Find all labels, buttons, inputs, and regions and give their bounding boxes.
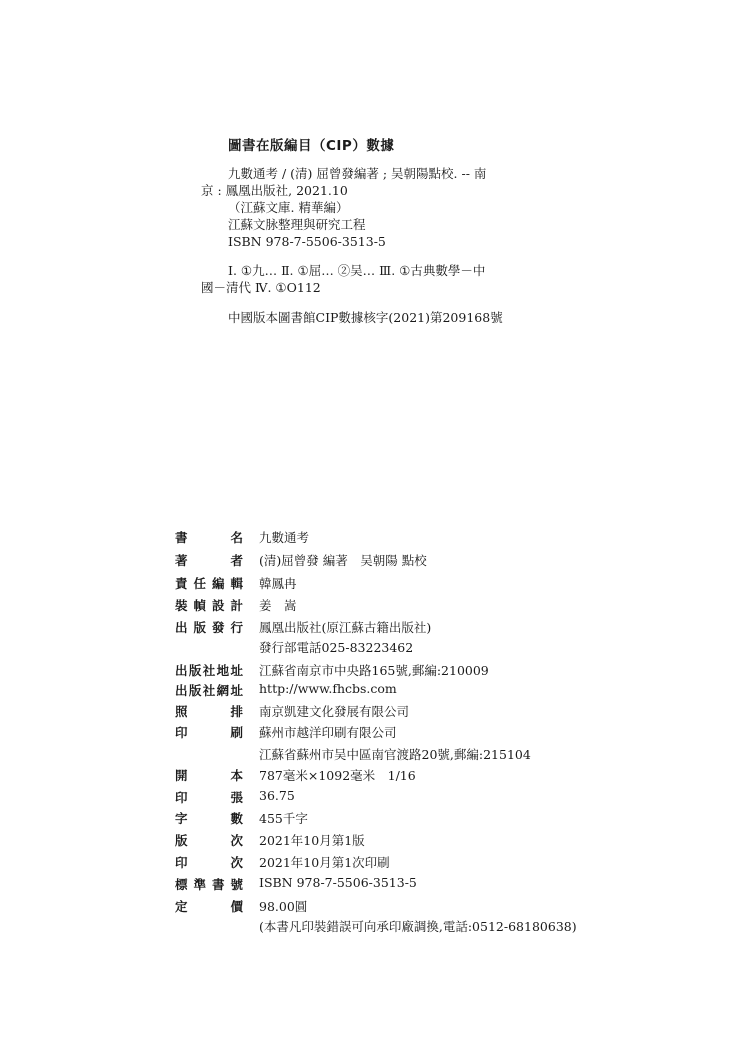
colophon-value: 姜 嵩	[259, 598, 297, 613]
colophon-label-char: 次	[230, 855, 243, 870]
colophon-value: 鳳凰出版社(原江蘇古籍出版社)	[259, 620, 432, 635]
cip-isbn: ISBN 978-7-5506-3513-5	[228, 234, 386, 249]
colophon-label-char: 刷	[230, 725, 243, 740]
colophon-label	[175, 875, 243, 893]
colophon-label-char: 號	[230, 877, 243, 892]
colophon-label-char: 印	[175, 790, 188, 805]
colophon-label-char: 者	[230, 553, 243, 568]
cip-line-2: （江蘇文庫. 精華編）	[228, 200, 349, 215]
colophon-label-char: 數	[230, 811, 243, 826]
colophon-value: (本書凡印裝錯誤可向承印廠調換,電話:0512-68180638)	[259, 919, 577, 934]
colophon-label-char: 印	[175, 855, 188, 870]
colophon-value: 2021年10月第1版	[259, 833, 365, 848]
colophon-label	[175, 618, 243, 636]
colophon-label	[175, 528, 243, 546]
colophon-label-char: 版	[188, 663, 202, 678]
colophon-label-char: 社	[202, 663, 216, 678]
colophon-label-char: 網	[216, 683, 230, 698]
colophon-value: 787毫米×1092毫米 1/16	[259, 768, 416, 783]
colophon-label-char: 社	[202, 683, 216, 698]
colophon-value: 2021年10月第1次印刷	[259, 855, 390, 870]
colophon-label	[175, 766, 243, 784]
colophon-value: (清)屈曾發 編著 吴朝陽 點校	[259, 553, 427, 568]
colophon-label-char: 本	[230, 768, 243, 783]
colophon-label-char: 設	[211, 598, 225, 613]
cip-classification-2: 國－清代 Ⅳ. ①O112	[201, 280, 321, 295]
colophon-value: 九數通考	[259, 530, 310, 545]
colophon-label-char: 排	[230, 704, 243, 719]
colophon-label-char: 標	[175, 877, 188, 892]
colophon-label-char: 裝	[175, 598, 188, 613]
colophon-label-char: 出	[175, 663, 188, 678]
colophon-label-char: 發	[211, 620, 225, 635]
colophon-value: 江蘇省蘇州市吴中區南官渡路20號,郵編:215104	[259, 747, 531, 762]
colophon-value: http://www.fhcbs.com	[259, 681, 397, 696]
colophon-label-char: 定	[175, 899, 188, 914]
colophon-value: 發行部電話025-83223462	[259, 640, 414, 655]
cip-line-1a: 九數通考 / (清) 屈曾發編著 ; 吴朝陽點校. -- 南	[228, 166, 487, 181]
colophon-value: 98.00圓	[259, 899, 308, 914]
colophon-label-char: 址	[230, 683, 243, 698]
cip-classification-1: Ⅰ. ①九… Ⅱ. ①屈… ②吴… Ⅲ. ①古典數學－中	[228, 263, 486, 278]
colophon-label-char: 計	[230, 598, 243, 613]
colophon-value: 南京凱建文化發展有限公司	[259, 704, 410, 719]
colophon-label-char: 印	[175, 725, 188, 740]
colophon-value: 455千字	[259, 811, 308, 826]
colophon-value: 江蘇省南京市中央路165號,郵編:210009	[259, 663, 489, 678]
colophon-label-char: 次	[230, 833, 243, 848]
colophon-label-char: 編	[211, 576, 225, 591]
colophon-label-char: 版	[175, 833, 188, 848]
colophon-label-char: 書	[175, 530, 188, 545]
colophon-label	[175, 809, 243, 827]
colophon-label	[175, 831, 243, 849]
colophon-label-char: 張	[230, 790, 243, 805]
colophon-label	[175, 702, 243, 720]
colophon-label	[175, 853, 243, 871]
colophon-label-char: 版	[188, 683, 202, 698]
colophon-label-char: 任	[193, 576, 206, 591]
colophon-label	[175, 723, 243, 741]
colophon-label-char: 準	[193, 877, 206, 892]
colophon-label-char: 照	[175, 704, 188, 719]
cip-title: 圖書在版編目（CIP）數據	[228, 138, 395, 154]
colophon-label-char: 行	[230, 620, 243, 635]
colophon-label-char: 幀	[193, 598, 206, 613]
colophon-label-char: 開	[175, 768, 188, 783]
colophon-label-char: 著	[175, 553, 188, 568]
colophon-label	[175, 897, 243, 915]
colophon-label	[175, 661, 243, 679]
colophon-label-char: 名	[230, 530, 243, 545]
colophon-value: ISBN 978-7-5506-3513-5	[259, 875, 417, 890]
colophon-label-char: 版	[193, 620, 206, 635]
colophon-label-char: 價	[230, 899, 243, 914]
colophon-label	[175, 551, 243, 569]
colophon-label	[175, 681, 243, 699]
colophon-label-char: 址	[230, 663, 243, 678]
colophon-label-char: 出	[175, 620, 188, 635]
cip-approval-number: 中國版本圖書館CIP數據核字(2021)第209168號	[228, 310, 503, 325]
colophon-value: 韓鳳冉	[259, 576, 297, 591]
colophon-label-char: 出	[175, 683, 188, 698]
colophon-label	[175, 574, 243, 592]
colophon-label	[175, 788, 243, 806]
colophon-value: 蘇州市越洋印刷有限公司	[259, 725, 397, 740]
cip-line-3: 江蘇文脉整理與研究工程	[228, 217, 366, 232]
cip-line-1b: 京 : 鳳凰出版社, 2021.10	[201, 183, 348, 198]
colophon-label	[175, 596, 243, 614]
colophon-label-char: 責	[175, 576, 188, 591]
colophon-label-char: 輯	[230, 576, 243, 591]
colophon-value: 36.75	[259, 788, 295, 803]
colophon-label-char: 地	[216, 663, 230, 678]
colophon-label-char: 字	[175, 811, 188, 826]
colophon-label-char: 書	[211, 877, 225, 892]
